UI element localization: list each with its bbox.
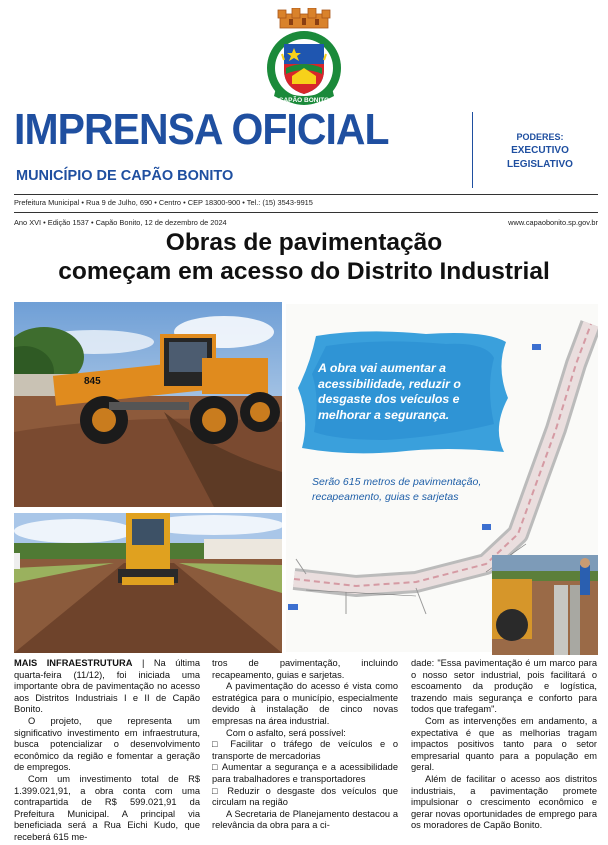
article-paragraph: Além de facilitar o acesso aos distritos industriais, a pavimentação promete impulsionar o crescimento econômico e gerar novas oportunidades de emprego para os moradores de Capão Bonito.	[411, 773, 597, 831]
photo-road-works	[14, 513, 282, 653]
address-line: Prefeitura Municipal • Rua 9 de Julho, 690 • Centro • CEP 18300-900 • Tel.: (15) 3543-9915	[14, 198, 313, 207]
article-column-2	[212, 658, 398, 832]
bullet-item: □ Facilitar o tráfego de veículos e o transporte de mercadorias	[212, 739, 398, 761]
article-paragraph: | Na última quarta-feira (11/12), foi iniciada uma importante obra de pavimentação no acesso aos Distritos Industriais I e II de Capão Bonito.	[14, 658, 200, 715]
svg-text:CAPÃO BONITO: CAPÃO BONITO	[278, 97, 330, 104]
powers-box	[474, 130, 606, 172]
municipal-crest	[262, 8, 346, 108]
masthead-divider	[472, 112, 473, 188]
article-paragraph: Com o asfalto, será possível:	[226, 727, 346, 738]
article-paragraph: A Secretaria de Planejamento destacou a relevância da obra para a ci-	[212, 808, 398, 831]
website-link[interactable]: www.capaobonito.sp.gov.br	[508, 218, 598, 227]
publication-title: IMPRENSA OFICIAL	[14, 105, 389, 154]
photo-motor-grader	[14, 302, 282, 507]
article-paragraph: A pavimentação do acesso é vista como estratégica para o município, especialmente devido à instalação de cinco novas empresas na área industrial.	[212, 681, 398, 726]
rule-middle	[14, 212, 598, 213]
power-executive: EXECUTIVO	[511, 145, 569, 156]
photo-curb-works	[492, 555, 598, 655]
rule-top	[14, 194, 598, 195]
power-legislative: LEGISLATIVO	[507, 159, 573, 170]
headline-line-2: começam em acesso do Distrito Industrial	[58, 258, 550, 285]
article-column-1	[14, 658, 200, 844]
article-paragraph: tros de pavimentação, incluindo recapeamento, guias e sarjetas.	[212, 658, 398, 680]
article-lead: MAIS INFRAESTRUTURA	[14, 658, 133, 668]
map-caption: Serão 615 metros de pavimentação, recapeamento, guias e sarjetas	[312, 476, 482, 503]
powers-label: PODERES:	[516, 132, 564, 142]
bullet-item: □ Reduzir o desgaste dos veículos que circulam na região	[212, 785, 398, 808]
edition-line: Ano XVI • Edição 1537 • Capão Bonito, 12 de dezembro de 2024	[14, 218, 227, 227]
headline-line-1: Obras de pavimentação	[165, 229, 443, 256]
municipality-subtitle: MUNICÍPIO DE CAPÃO BONITO	[16, 168, 234, 184]
bullet-item: □ Aumentar a segurança e a acessibilidade para trabalhadores e transportadores	[212, 762, 398, 784]
article-paragraph: dade: "Essa pavimentação é um marco para o nosso setor industrial, pois facilitará o escoamento da produção e logística, trazendo mais segurança e conforto para todos que trafegam".	[411, 658, 597, 715]
article-paragraph: Com as intervenções em andamento, a expectativa é que as melhorias tragam impactos positivos tanto para o setor empresarial quanto para a população em geral.	[411, 715, 597, 773]
callout-text: A obra vai aumentar a acessibilidade, reduzir o desgaste dos veículos e melhorar a segurança.	[318, 361, 461, 422]
article-headline	[0, 228, 608, 286]
article-paragraph: O projeto, que representa um significativo investimento em infraestrutura, busca potencializar o desenvolvimento econômico da região e fomentar a geração de empregos.	[14, 715, 200, 773]
article-paragraph: Com um investimento total de R$ 1.399.021,91, a obra conta com uma contrapartida de R$ 599.021,91 da Prefeitura Municipal. A principal via beneficiada será a Rua Eichi Kudo, que receberá 615 me-	[14, 773, 200, 842]
article-column-3	[411, 658, 597, 832]
svg-text:845: 845	[84, 376, 101, 387]
